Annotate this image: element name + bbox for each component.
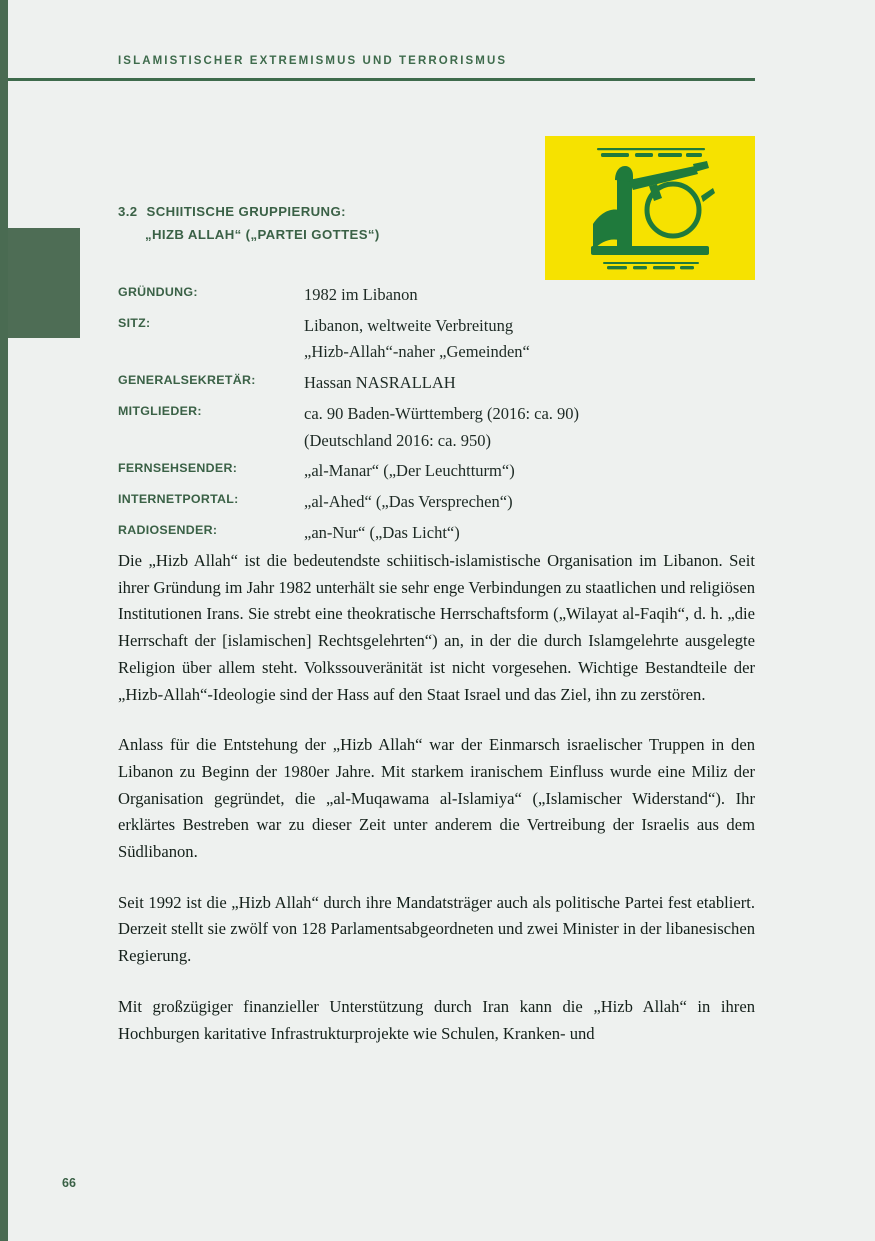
table-row <box>118 282 758 313</box>
table-row <box>118 313 758 370</box>
body-text <box>118 548 755 1047</box>
fact-value-main: ca. 90 Baden-Württemberg (2016: ca. 90) <box>304 403 580 423</box>
fact-value-secondary: (Deutschland 2016: ca. 950) <box>304 430 491 450</box>
fact-value-main: „an-Nur“ („Das Licht“) <box>304 522 460 542</box>
section-number: 3.2 <box>118 204 138 219</box>
fact-label: GENERALSEKRETÄR: <box>118 373 256 388</box>
paragraph: Seit 1992 ist die „Hizb Allah“ durch ihre Mandatsträger auch als politische Partei fest etabliert. Derzeit stellt sie zwölf von 128 Parlamentsabgeordneten und zwei Minister in der libanesischen Regierung. <box>118 892 755 966</box>
fact-value-main: „al-Ahed“ („Das Versprechen“) <box>304 492 513 512</box>
fact-value <box>304 489 758 520</box>
table-row <box>118 370 758 401</box>
section-heading <box>118 200 538 246</box>
paragraph: Die „Hizb Allah“ ist die bedeutendste schiitisch-islamistische Organisation im Libanon. Seit ihrer Gründung im Jahr 1982 unterhält sie sehr enge Verbindungen zu staatlichen und religiösen Institutionen Irans. Sie strebt eine theokratische Herrschaftsform („Wilayat al-Faqih“, d. h. „die Herrschaft der [islamischen] Rechtsgelehrten“) an, in der die durch Islamgelehrte ausgelegte Religion über allem steht. Volkssouveränität ist nicht vorgesehen. Wichtige Bestandteile der „Hizb-Allah“-Ideologie sind der Hass auf den Staat Israel und das Ziel, ihn zu zerstören. <box>118 551 756 704</box>
section-thumb-tab <box>8 228 80 338</box>
section-title-line2: „HIZB ALLAH“ („PARTEI GOTTES“) <box>145 227 380 243</box>
table-row <box>118 401 758 458</box>
fact-label: INTERNETPORTAL: <box>118 492 239 507</box>
table-row <box>118 458 758 489</box>
page-number: 66 <box>62 1176 76 1190</box>
fact-value-main: Hassan NASRALLAH <box>304 373 456 393</box>
running-head: ISLAMISTISCHER EXTREMISMUS UND TERRORISMUS <box>118 55 508 67</box>
fact-label: GRÜNDUNG: <box>118 285 198 299</box>
left-edge-bar <box>0 0 8 1241</box>
fact-label: SITZ: <box>118 315 151 330</box>
fact-value-main: 1982 im Libanon <box>304 285 418 304</box>
fact-label: FERNSEHSENDER: <box>118 461 238 476</box>
header-rule <box>8 78 755 81</box>
fact-value <box>304 282 758 313</box>
hizb-allah-flag-image <box>545 136 755 280</box>
fact-table <box>118 282 758 550</box>
fact-label: RADIOSENDER: <box>118 522 218 537</box>
fact-value <box>304 370 758 401</box>
fact-value <box>304 401 758 458</box>
table-row <box>118 489 758 520</box>
flag-artwork <box>545 136 755 280</box>
fact-value <box>304 520 758 551</box>
fact-value-main: „al-Manar“ („Der Leuchtturm“) <box>304 461 515 481</box>
fact-value-main: Libanon, weltweite Verbreitung <box>304 315 514 335</box>
section-title-line1: SCHIITISCHE GRUPPIERUNG: <box>146 204 346 219</box>
fact-value <box>304 313 758 370</box>
paragraph: Mit großzügiger finanzieller Unterstützung durch Iran kann die „Hizb Allah“ in ihren Hochburgen karitative Infrastrukturprojekte wie Schulen, Kranken- und <box>118 996 755 1043</box>
paragraph: Anlass für die Entstehung der „Hizb Allah“ war der Einmarsch israelischer Truppen in den Libanon zu Beginn der 1980er Jahre. Mit starkem iranischem Einfluss wurde eine Miliz der Organisation gegründet, die „al-Muqawama al-Islamiya“ („Islamischer Widerstand“). Ihr erklärtes Bestreben war zu dieser Zeit unter anderem die Vertreibung der Israelis aus dem Südlibanon. <box>118 735 755 862</box>
table-row <box>118 520 758 551</box>
fact-value <box>304 458 758 489</box>
fact-value-secondary: „Hizb-Allah“-naher „Gemeinden“ <box>304 342 530 362</box>
fact-label: MITGLIEDER: <box>118 403 202 418</box>
